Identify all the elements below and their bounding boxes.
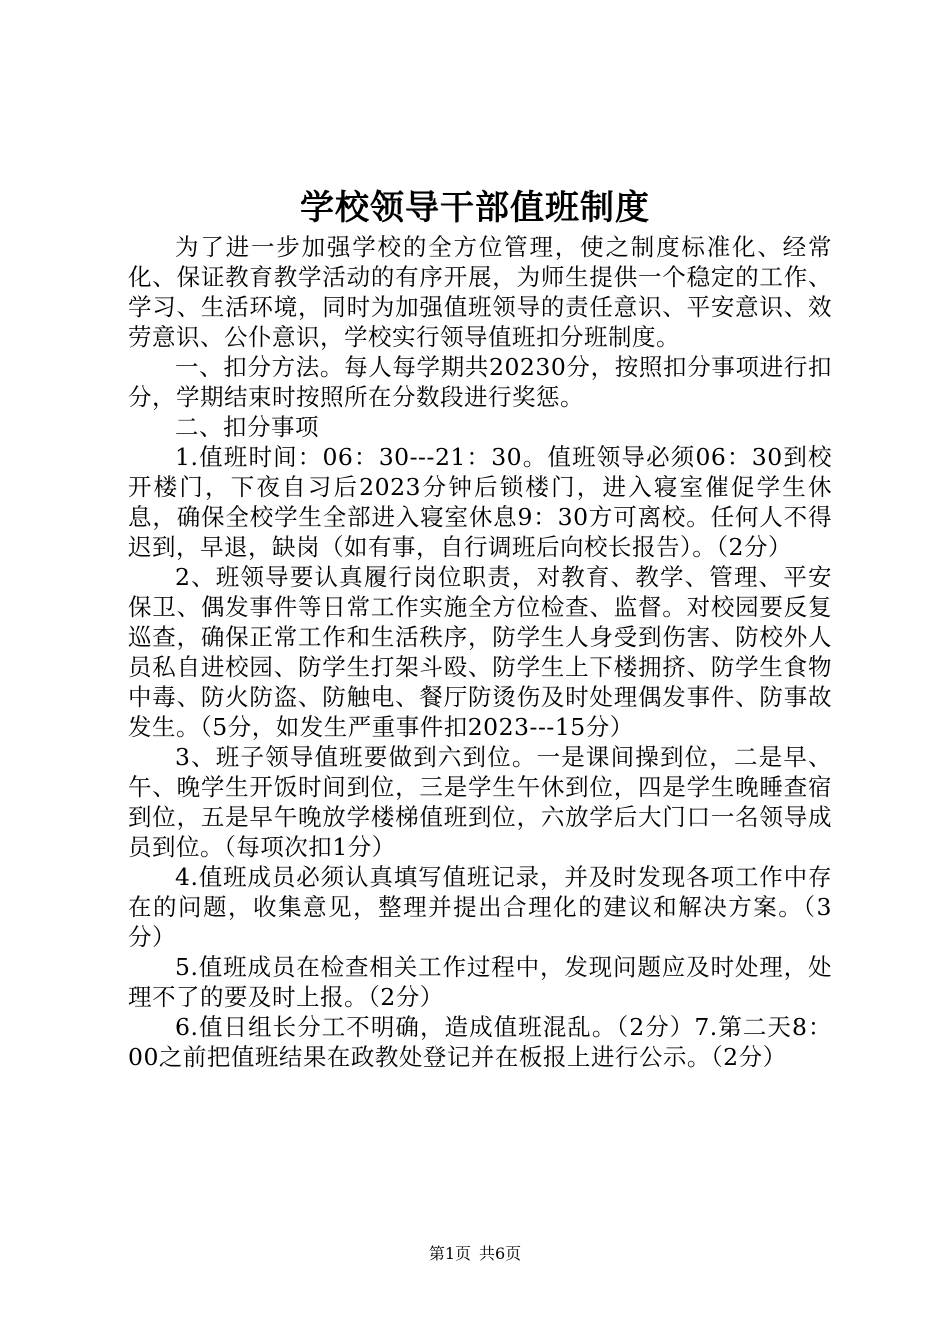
paragraph-item-5: 5.值班成员在检查相关工作过程中，发现问题应及时处理，处理不了的要及时上报。（2分） bbox=[128, 953, 832, 1011]
page-number: 第1页 bbox=[428, 1244, 471, 1263]
paragraph-item-6-7: 6.值日组长分工不明确，造成值班混乱。（2分）7.第二天8：00之前把值班结果在政教处登记并在板报上进行公示。（2分） bbox=[128, 1013, 832, 1071]
document-body bbox=[128, 232, 832, 1072]
paragraph-intro: 为了进一步加强学校的全方位管理，使之制度标准化、经常化、保证教育教学活动的有序开展，为师生提供一个稳定的工作、学习、生活环境，同时为加强值班领导的责任意识、平安意识、效劳意识、公仆意识，学校实行领导值班扣分班制度。 bbox=[128, 233, 832, 351]
paragraph-deduction-method: 一、扣分方法。每人每学期共20230分，按照扣分事项进行扣分，学期结束时按照所在分数段进行奖惩。 bbox=[128, 353, 832, 411]
paragraph-item-3: 3、班子领导值班要做到六到位。一是课间操到位，二是早、午、晚学生开饭时间到位，三是学生午休到位，四是学生晚睡查宿到位，五是早午晚放学楼梯值班到位，六放学后大门口一名领导成员到位。（每项次扣1分） bbox=[128, 743, 832, 861]
paragraph-deduction-items-heading: 二、扣分事项 bbox=[175, 413, 319, 441]
page-total: 共6页 bbox=[479, 1244, 522, 1263]
document-title: 学校领导干部值班制度 bbox=[300, 188, 650, 228]
paragraph-item-1: 1.值班时间：06：30---21：30。值班领导必须06：30到校开楼门，下夜自习后2023分钟后锁楼门，进入寝室催促学生休息，确保全校学生全部进入寝室休息9：30方可离校。任何人不得迟到，早退，缺岗（如有事，自行调班后向校长报告）。（2分） bbox=[128, 443, 832, 561]
paragraph-item-2: 2、班领导要认真履行岗位职责，对教育、教学、管理、平安保卫、偶发事件等日常工作实施全方位检查、监督。对校园要反复巡查，确保正常工作和生活秩序，防学生人身受到伤害、防校外人员私自进校园、防学生打架斗殴、防学生上下楼拥挤、防学生食物中毒、防火防盗、防触电、餐厅防烫伤及时处理偶发事件、防事故发生。（5分，如发生严重事件扣2023---15分） bbox=[128, 563, 832, 741]
paragraph-item-4: 4.值班成员必须认真填写值班记录，并及时发现各项工作中存在的问题，收集意见，整理并提出合理化的建议和解决方案。（3分） bbox=[128, 863, 832, 951]
page-footer bbox=[0, 1242, 950, 1266]
